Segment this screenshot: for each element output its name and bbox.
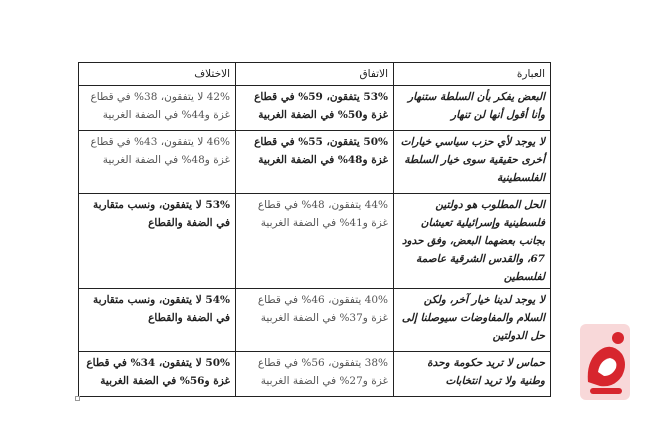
statement-cell: لا يوجد لأي حزب سياسي خيارات أخرى حقيقية سوى خيار السلطة الفلسطينية bbox=[394, 131, 551, 194]
table-header-row bbox=[79, 63, 551, 86]
disagree-cell: 46% لا يتفقون، 43% في قطاع غزة و48% في الضفة الغربية bbox=[79, 131, 236, 194]
disagree-cell: 50% لا يتفقون، 34% في قطاع غزة و56% في الضفة الغربية bbox=[79, 352, 236, 397]
statement-cell: البعض يفكر بأن السلطة ستنهار وأنا أقول أنها لن تنهار bbox=[394, 86, 551, 131]
agree-cell: 53% يتفقون، 59% في قطاع غزة و50% في الضفة الغربية bbox=[236, 86, 394, 131]
disagree-cell: 54% لا يتفقون، ونسب متقاربة في الضفة والقطاع bbox=[79, 289, 236, 352]
agree-cell: 50% يتفقون، 55% في قطاع غزة و48% في الضفة الغربية bbox=[236, 131, 394, 194]
table-row bbox=[79, 352, 551, 397]
header-disagree: الاختلاف bbox=[79, 63, 236, 86]
agree-cell: 40% يتفقون، 46% في قطاع غزة و37% في الضفة الغربية bbox=[236, 289, 394, 352]
header-statement: العبارة bbox=[394, 63, 551, 86]
statement-cell: الحل المطلوب هو دولتين فلسطينية وإسرائيلية تعيشان بجانب بعضهما البعض، وفق حدود 67، والقدس الشرقية عاصمة لفلسطين bbox=[394, 194, 551, 289]
header-agree: الاتفاق bbox=[236, 63, 394, 86]
table-row bbox=[79, 131, 551, 194]
table-row bbox=[79, 289, 551, 352]
table-row bbox=[79, 194, 551, 289]
maan-logo bbox=[578, 320, 636, 402]
disagree-cell: 53% لا يتفقون، ونسب متقاربة في الضفة والقطاع bbox=[79, 194, 236, 289]
statement-cell: حماس لا تريد حكومة وحدة وطنية ولا تريد انتخابات bbox=[394, 352, 551, 397]
statement-cell: لا يوجد لدينا خيار آخر، ولكن السلام والمفاوضات سيوصلنا إلى حل الدولتين bbox=[394, 289, 551, 352]
survey-table bbox=[78, 62, 551, 397]
maan-logo-icon bbox=[578, 320, 636, 402]
agree-cell: 44% يتفقون، 48% في قطاع غزة و41% في الضفة الغربية bbox=[236, 194, 394, 289]
agree-cell: 38% يتفقون، 56% في قطاع غزة و27% في الضفة الغربية bbox=[236, 352, 394, 397]
disagree-cell: 42% لا يتفقون، 38% في قطاع غزة و44% في الضفة الغربية bbox=[79, 86, 236, 131]
table-row bbox=[79, 86, 551, 131]
paragraph-marker-icon bbox=[75, 396, 80, 401]
